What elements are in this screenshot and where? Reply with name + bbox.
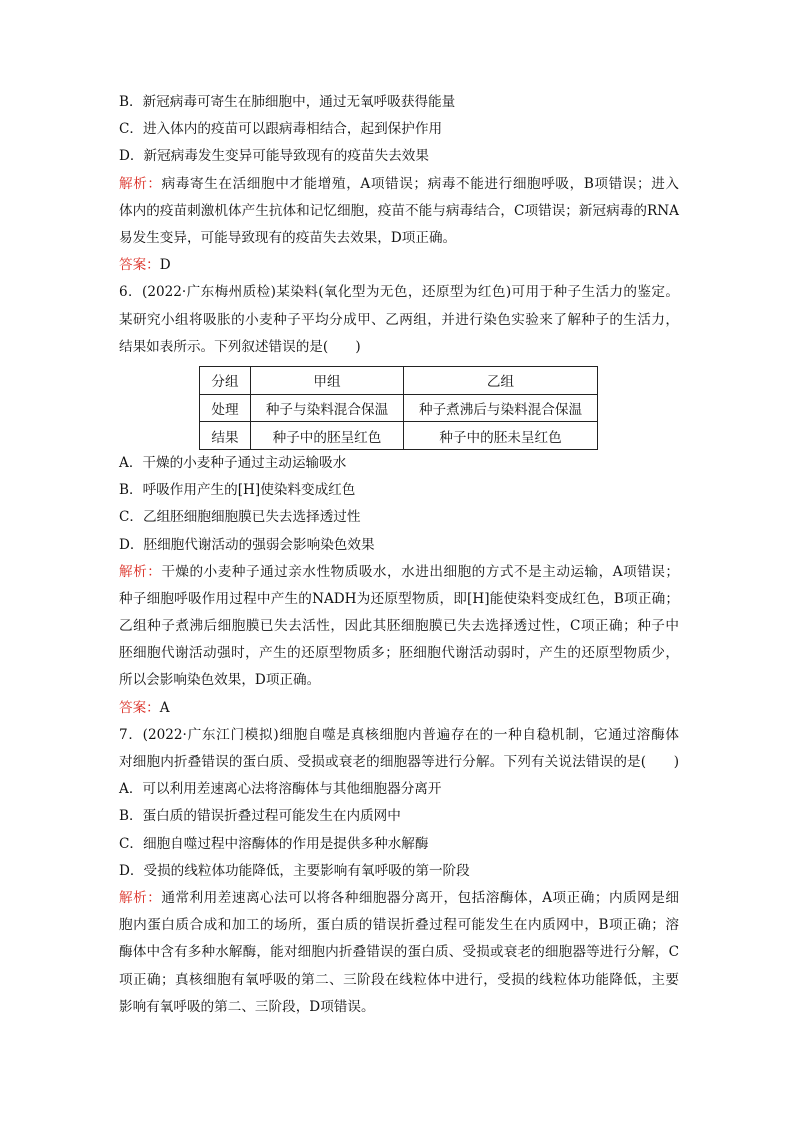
q6-analysis-line-3: 乙组种子煮沸后细胞膜已失去活性，因此其胚细胞膜已失去选择透过性，C项正确；种子中 xyxy=(119,618,679,635)
q6-option-b: B．呼吸作用产生的[H]使染料变成红色 xyxy=(119,482,356,499)
q6-option-a: A．干燥的小麦种子通过主动运输吸水 xyxy=(119,454,347,471)
q7-option-a: A．可以利用差速离心法将溶酶体与其他细胞器分离开 xyxy=(119,781,442,798)
q5-analysis-line-3: 易发生变异，可能导致现有的疫苗失去效果，D项正确。 xyxy=(119,229,457,246)
q7-option-d: D．受损的线粒体功能降低，主要影响有氧呼吸的第一阶段 xyxy=(119,862,470,879)
q6-stem-line-3: 结果如表所示。下列叙述错误的是( ) xyxy=(119,338,361,355)
q6-answer-label: 答案： xyxy=(119,699,160,716)
table-cell: 处理 xyxy=(200,394,251,422)
q5-answer xyxy=(119,252,679,279)
q6-analysis-line-2: 种子细胞呼吸作用过程中产生的NADH为还原型物质，即[H]能使染料变成红色，B项正确； xyxy=(119,590,679,607)
q7-analysis-line-1 xyxy=(119,885,679,912)
q6-answer xyxy=(119,695,679,722)
q7-analysis-line-5: 影响有氧呼吸的第二、三阶段，D项错误。 xyxy=(119,998,375,1015)
q6-option-d: D．胚细胞代谢活动的强弱会影响染色效果 xyxy=(119,536,375,553)
q5-answer-value: D xyxy=(159,257,171,274)
q7-stem-line-1: 7．(2022·广东江门模拟)细胞自噬是真核细胞内普遍存在的一种自稳机制，它通过溶酶体 xyxy=(119,726,679,743)
q7-analysis-line-3: 酶体中含有多种水解酶，能对细胞内折叠错误的蛋白质、受损或衰老的细胞器等进行分解，C xyxy=(119,944,679,961)
table-header-cell: 乙组 xyxy=(404,366,598,394)
table-cell: 种子与染料混合保温 xyxy=(251,394,404,422)
q5-option-b: B．新冠病毒可寄生在肺细胞中，通过无氧呼吸获得能量 xyxy=(119,94,456,110)
q7-option-c: C．细胞自噬过程中溶酶体的作用是提供多种水解酶 xyxy=(119,835,429,852)
q7-stem-line-2: 对细胞内折叠错误的蛋白质、受损或衰老的细胞器等进行分解。下列有关说法错误的是( ) xyxy=(119,754,679,770)
q7-analysis-text: 通常利用差速离心法可以将各种细胞器分离开，包括溶酶体，A项正确；内质网是细 xyxy=(161,889,679,906)
document-page xyxy=(119,89,679,1021)
table-cell: 种子煮沸后与染料混合保温 xyxy=(404,394,598,422)
table-cell: 种子中的胚未呈红色 xyxy=(404,422,598,450)
q5-analysis-text: 病毒寄生在活细胞中才能增殖，A项错误；病毒不能进行细胞呼吸，B项错误；进入 xyxy=(161,175,680,192)
table-cell: 种子中的胚呈红色 xyxy=(251,422,404,450)
table-row xyxy=(200,422,598,450)
q5-analysis-line-1 xyxy=(119,171,679,198)
table-header-cell: 分组 xyxy=(200,366,251,394)
q6-answer-value: A xyxy=(159,699,170,716)
q5-analysis-line-2: 体内的疫苗刺激机体产生抗体和记忆细胞，疫苗不能与病毒结合，C项错误；新冠病毒的RNA xyxy=(119,202,679,219)
q7-analysis-label: 解析： xyxy=(119,889,162,906)
q6-analysis-line-4: 胚细胞代谢活动强时，产生的还原型物质多；胚细胞代谢活动弱时，产生的还原型物质少， xyxy=(119,645,679,662)
q7-option-b: B．蛋白质的错误折叠过程可能发生在内质网中 xyxy=(119,808,401,825)
table-header-row xyxy=(200,366,598,394)
q6-stem-line-2: 某研究小组将吸胀的小麦种子平均分成甲、乙两组，并进行染色实验来了解种子的生活力， xyxy=(119,311,679,328)
q6-option-c: C．乙组胚细胞细胞膜已失去选择透过性 xyxy=(119,509,361,526)
q6-analysis-line-5: 所以会影响染色效果，D项正确。 xyxy=(119,672,321,689)
q5-option-c: C．进入体内的疫苗可以跟病毒相结合，起到保护作用 xyxy=(119,121,443,138)
q6-analysis-label: 解析： xyxy=(119,563,162,580)
q6-analysis-text: 干燥的小麦种子通过亲水性物质吸水，水进出细胞的方式不是主动运输，A项错误； xyxy=(161,563,679,580)
q6-stem-line-1: 6．(2022·广东梅州质检)某染料(氧化型为无色，还原型为红色)可用于种子生活力的鉴定。 xyxy=(119,284,679,301)
table-cell: 结果 xyxy=(200,422,251,450)
table-row xyxy=(200,394,598,422)
table-header-cell: 甲组 xyxy=(251,366,404,394)
q6-result-table xyxy=(199,366,598,450)
q6-analysis-line-1 xyxy=(119,559,679,586)
q5-answer-label: 答案： xyxy=(119,257,160,274)
q5-option-d: D．新冠病毒发生变异可能导致现有的疫苗失去效果 xyxy=(119,148,429,165)
q7-analysis-line-4: 项正确；真核细胞有氧呼吸的第二、三阶段在线粒体中进行，受损的线粒体功能降低，主要 xyxy=(119,971,679,988)
q7-analysis-line-2: 胞内蛋白质合成和加工的场所，蛋白质的错误折叠过程可能发生在内质网中，B项正确；溶 xyxy=(119,917,679,934)
q5-analysis-label: 解析： xyxy=(119,175,162,192)
